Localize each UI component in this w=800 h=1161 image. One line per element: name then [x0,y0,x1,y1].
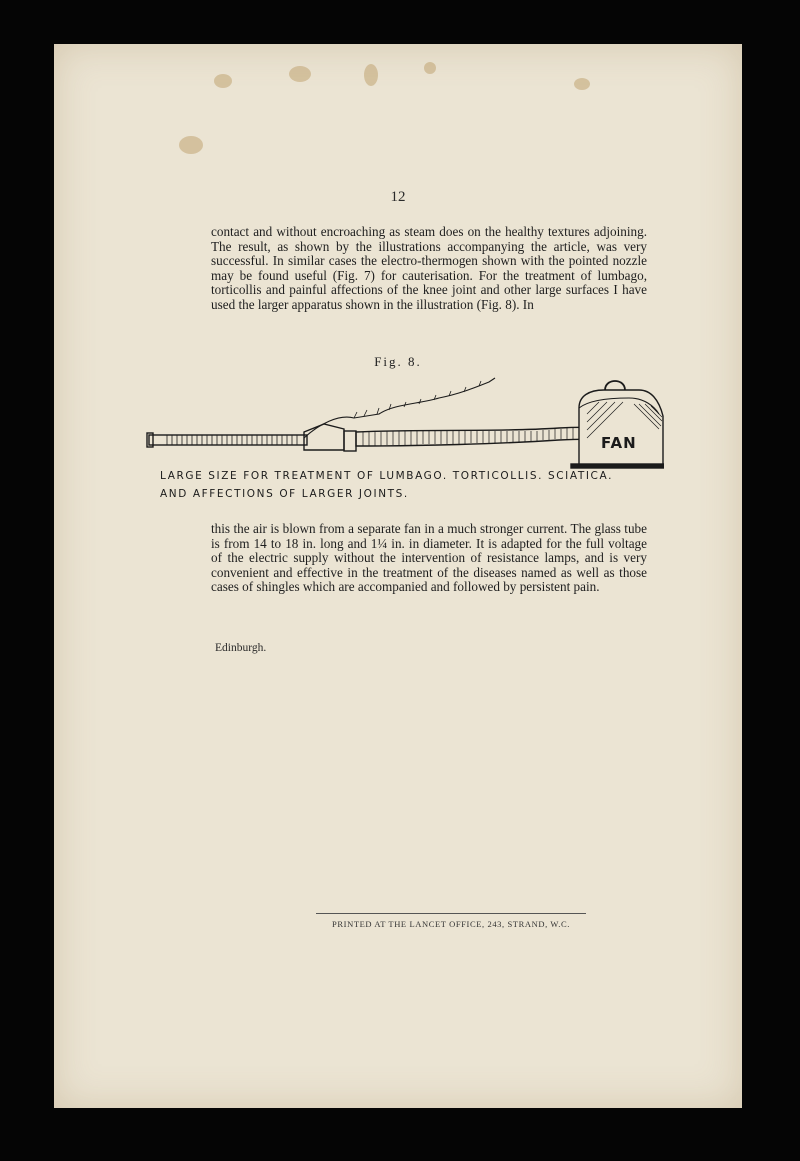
connector-cord [304,378,495,438]
paper-stain [364,64,378,86]
tube-ribbing [167,435,297,445]
figure-caption [160,467,640,503]
paper-stain [289,66,311,82]
body-paragraph-2: this the air is blown from a separate fan in a much stronger current. The glass tube is from 14 to 18 in. long and 1¼ in. in diameter. It is adapted for the full voltage of the electric supply without the intervention of resistance lamps, and is very convenient and effective in the treatment of the diseases named as well as those cases of shingles which are accompanied and followed by persistent pain. [211,521,647,595]
page-number: 12 [390,189,406,205]
paper-stain [179,136,203,154]
paper-stain [214,74,232,88]
caption-line-1: LARGE SIZE FOR TREATMENT OF LUMBAGO. TORTICOLLIS. SCIATICA. [160,470,614,482]
figure-label: Fig. 8. [374,354,422,369]
connector-cord-fringe [354,381,481,418]
hose-collar [344,431,356,451]
body-paragraph-1: contact and without encroaching as steam does on the healthy textures adjoining. The result, as shown by the illustrations accompanying the article, was very successful. In similar cases the electro-thermogen shown with the pointed nozzle may be found useful (Fig. 7) for cauterisation. For the treatment of lumbago, torticollis and painful affections of the knee joint and other large surfaces I have used the larger apparatus shown in the illustration (Fig. 8). In [211,224,647,312]
fan-housing [579,390,663,466]
caption-line-2: AND AFFECTIONS OF LARGER JOINTS. [160,488,409,500]
paper-stain [424,62,436,74]
footer-rule [316,913,586,914]
paper-stain [574,78,590,90]
fan-handle [605,381,625,390]
document-page [54,44,742,1108]
printer-imprint: PRINTED AT THE LANCET OFFICE, 243, STRAND, W.C. [332,919,570,929]
signoff-location: Edinburgh. [215,642,267,654]
fan-label: FAN [601,434,637,452]
figure-8-illustration [139,374,664,469]
glass-tube [149,435,307,445]
connector-clamp [304,424,344,450]
